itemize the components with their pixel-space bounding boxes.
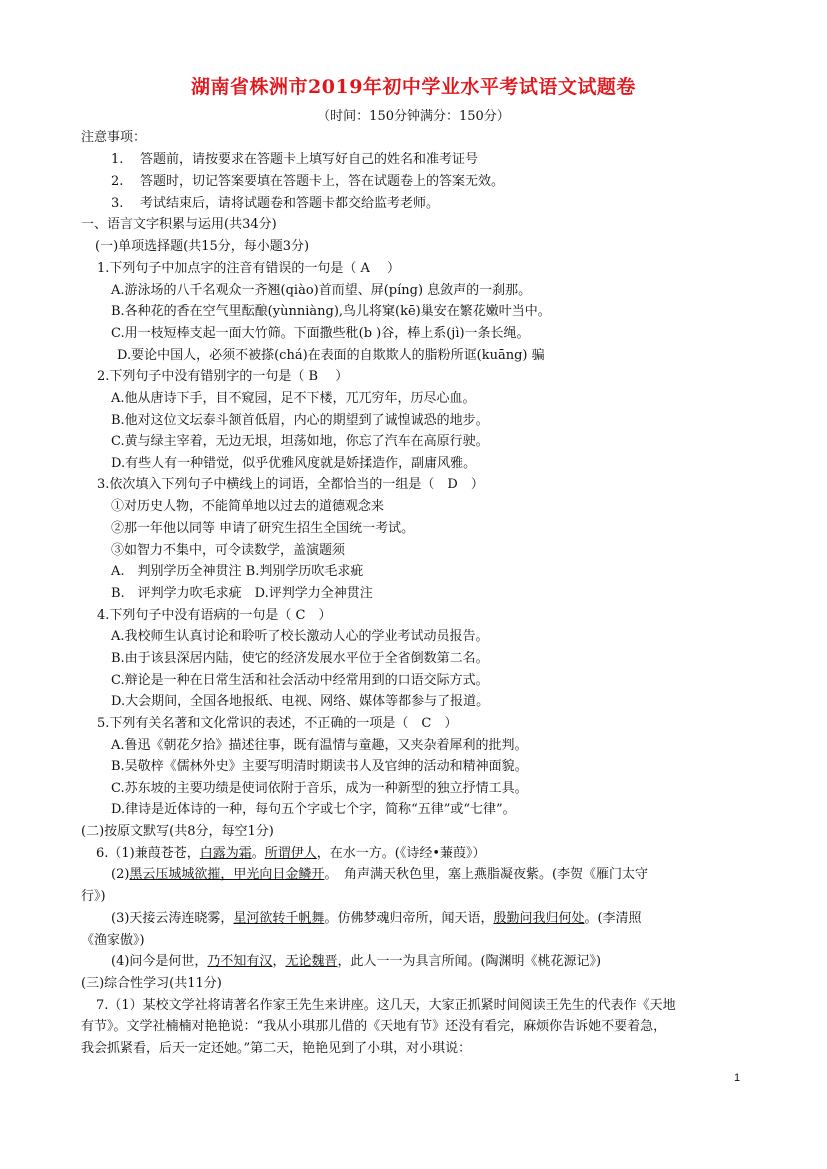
q6-line-1: 6.（1)兼葭苍苍，白露为霜。所谓伊人，在水一方。(《诗经•蒹葭》） [96, 846, 486, 861]
part-heading-choice: (一)单项选择题(共15分，每小题3分) [95, 239, 310, 254]
q6-line-3: (3)天接云涛连晓雾，星河欲转千帆舞。仿佛梦魂归帝所，闻天语，殷勤问我归何处。(李清照 [111, 911, 642, 926]
q7-line-3: 我会抓紧看，后天一定还她。”第二天，艳艳见到了小琪，对小琪说： [81, 1041, 472, 1056]
q3-sentence-3: ③如智力不集中，可令读数学，盖演题须 [111, 543, 346, 558]
q6-answer-7: 无论魏晋 [285, 954, 338, 969]
q6-line-2: (2)黑云压城城欲摧，甲光向日金鳞开。 角声满天秋色里，塞上燕脂凝夜紫。(李贺《雁门太守 [111, 867, 649, 882]
note-item-1: 1. 答题前，请按要求在答题卡上填写好自己的姓名和准考证号 [111, 152, 478, 167]
q5-option-a: A.鲁迅《朝花夕拾》描述往事，既有温情与童趣，又夹杂着犀利的批判。 [111, 738, 528, 753]
part-heading-comprehensive: (三)综合性学习(共11分) [81, 976, 222, 991]
q6-answer-5: 殷勤问我归何处 [493, 911, 585, 926]
q3-stem: 3.依次填入下列句子中横线上的词语，全都恰当的一组是（ D ） [97, 477, 484, 492]
q2-option-a: A.他从唐诗下手，目不窥园，足不下楼，兀兀穷年，历尽心血。 [111, 391, 476, 406]
q6-line-4: (4)问今是何世，乃不知有汉，无论魏晋，此人一一为具言所闻。(陶渊明《桃花源记》) [111, 954, 602, 969]
q3-options-ab: A. 判别学历全神贯注 B.判别学历吹毛求疵 [111, 564, 364, 579]
notes-heading: 注意事项： [81, 130, 147, 145]
note-item-2: 2. 答题时，切记答案要填在答题卡上，答在试题卷上的答案无效。 [111, 174, 504, 189]
section-heading: 一、语言文字积累与运用(共34分) [81, 217, 277, 232]
q6-answer-6: 乃不知有汉 [207, 954, 273, 969]
q3-sentence-1: ①对历史人物，不能简单地以过去的道德观念来 [111, 499, 385, 514]
q4-option-a: A.我校师生认真讨论和聆听了校长激动人心的学业考试动员报告。 [111, 629, 489, 644]
q1-option-d: D.要论中国人，必须不被搽(chá)在表面的自欺欺人的脂粉所诓(kuāng) 骗 [117, 348, 545, 363]
q6-answer-3: 黑云压城城欲摧，甲光向日金鳞开 [129, 867, 325, 882]
q7-line-1: 7.（1）某校文学社将请著名作家王先生来讲座。这几天，大家正抓紧时间阅读王先生的代表作《天地 [96, 998, 676, 1013]
page-number: 1 [734, 1072, 741, 1084]
q4-option-d: D.大会期间，全国各地报纸、电视、网络、媒体等都参与了报道。 [111, 694, 490, 709]
q4-option-c: C.辩论是一种在日常生活和社会活动中经常用到的口语交际方式。 [111, 673, 489, 688]
q4-option-b: B.由于该县深居内陆，使它的经济发展水平位于全省倒数第二名。 [111, 651, 489, 666]
q5-option-d: D.律诗是近体诗的一种，每句五个字或七个字，简称“五律”或“七律”。 [111, 802, 516, 817]
q2-stem: 2.下列句子中没有错别字的一句是（ B ） [97, 369, 349, 384]
q3-sentence-2: ②那一年他以同等 申请了研究生招生全国统一考试。 [111, 521, 415, 536]
q1-option-b: B.各种花的香在空气里酝酿(yùnniàng),鸟儿将窠(kē)巢安在繁花嫩叶当中。 [111, 304, 551, 319]
q5-stem: 5.下列有关名著和文化常识的表述，不正确的一项是（ C ） [97, 716, 458, 731]
exam-title: 湖南省株洲市2019年初中学业水平考试语文试题卷 [191, 76, 636, 98]
q1-option-c: C.用一枝短棒支起一面大竹筛。下面撒些秕(b )谷，棒上系(jì)一条长绳。 [111, 326, 530, 341]
q6-line-2-cont: 行》) [81, 889, 106, 904]
note-item-3: 3. 考试结束后，请将试题卷和答题卡都交给监考老师。 [111, 196, 439, 211]
q6-answer-2: 所谓伊人 [264, 846, 317, 861]
exam-time-info: （时间：150分钟满分：150分） [317, 109, 510, 124]
q7-line-2: 有节》。文学社楠楠对艳艳说：“我从小琪那儿借的《天地有节》还没有看完，麻烦你告诉她不要着急， [81, 1019, 667, 1034]
q6-answer-4: 星河欲转千帆舞 [233, 911, 325, 926]
q2-option-b: B.他对这位文坛泰斗颔首低眉，内心的期望到了诚惶诚恐的地步。 [111, 413, 489, 428]
q2-option-c: C.黄与绿主宰着，无边无垠，坦荡如地，你忘了汽车在高原行驶。 [111, 434, 489, 449]
q4-stem: 4.下列句子中没有语病的一句是（ C ） [97, 608, 332, 623]
q2-option-d: D.有些人有一种错觉，似乎优雅风度就是娇揉造作，副庸风雅。 [111, 456, 477, 471]
q6-line-3-cont: 《渔家傲》) [81, 933, 145, 948]
q1-stem: 1.下列句子中加点字的注音有错误的一句是（ A ） [97, 261, 401, 276]
q3-options-cd: B. 评判学力吹毛求疵 D.评判学力全神贯注 [111, 586, 373, 601]
q5-option-c: C.苏东坡的主要功绩是使词依附于音乐，成为一种新型的独立抒情工具。 [111, 781, 528, 796]
q1-option-a: A.游泳场的八千名观众一齐翘(qiào)首而望、屏(píng) 息敛声的一刹那。 [111, 283, 532, 298]
part-heading-dictation: (二)按原文默写(共8分，每空1分) [81, 824, 274, 839]
q5-option-b: B.吴敬梓《儒林外史》主要写明清时期读书人及官绅的活动和精神面貌。 [111, 759, 528, 774]
q6-answer-1: 白露为霜 [199, 846, 252, 861]
